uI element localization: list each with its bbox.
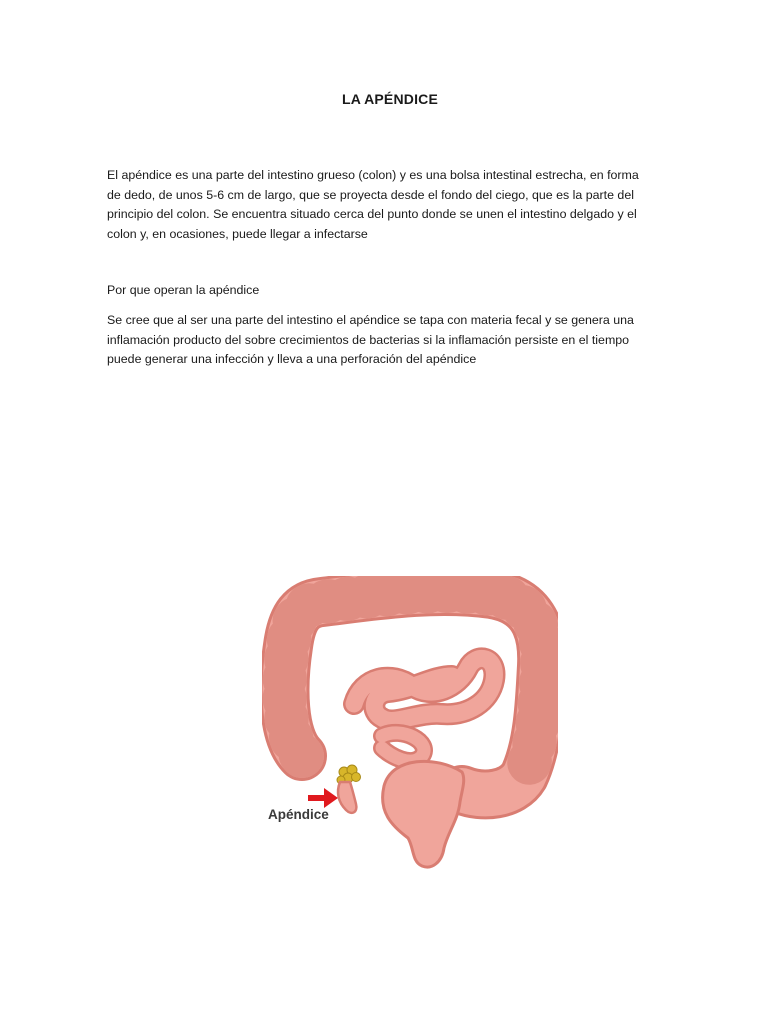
intro-line: de dedo, de unos 5-6 cm de largo, que se proyecta desde el fondo del ciego, que es la parte del bbox=[107, 187, 634, 202]
section-line: puede generar una infección y lleva a una perforación del apéndice bbox=[107, 352, 477, 366]
page-title: LA APÉNDICE bbox=[341, 91, 439, 107]
intro-paragraph bbox=[107, 166, 667, 244]
small-intestine-fill bbox=[354, 658, 494, 720]
intro-line: principio del colon. Se encuentra situado cerca del punto donde se unen el intestino delgado y el bbox=[107, 207, 637, 221]
intro-line: colon y, en ocasiones, puede llegar a infectarse bbox=[107, 226, 368, 241]
section-paragraph bbox=[107, 311, 667, 370]
section-line: inflamación producto del sobre crecimientos de bacterias si la inflamación persiste en el tiempo bbox=[107, 332, 630, 347]
appendix bbox=[338, 782, 356, 813]
rectum bbox=[383, 761, 464, 867]
small-intestine-loop-fill bbox=[382, 733, 424, 761]
intro-line: El apéndice es una parte del intestino grueso (colon) y es una bolsa intestinal estrecha, en forma bbox=[107, 168, 639, 182]
appendix-label: Apéndice bbox=[268, 807, 329, 822]
section-heading: Por que operan la apéndice bbox=[107, 283, 260, 297]
section-line: Se cree que al ser una parte del intestino el apéndice se tapa con materia fecal y se genera una bbox=[107, 313, 634, 327]
arrow-right-icon bbox=[308, 788, 338, 808]
intestine-illustration bbox=[262, 576, 558, 870]
intestine-drawing bbox=[262, 576, 558, 870]
